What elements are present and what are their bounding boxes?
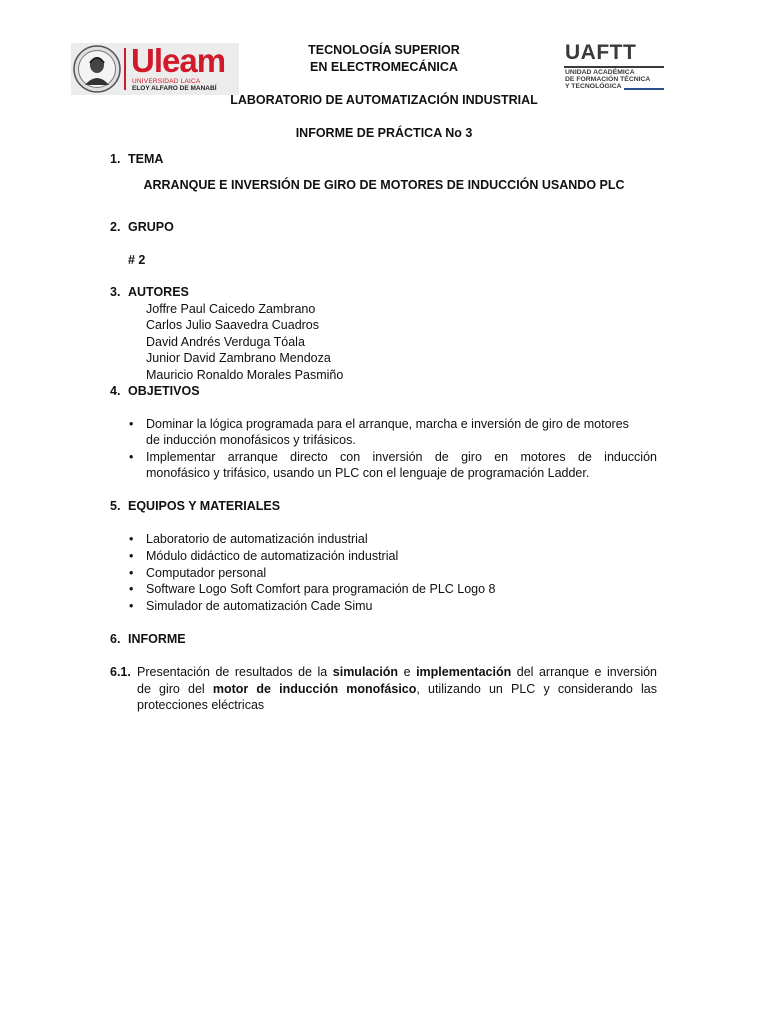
informe-text: del arranque e inversión (511, 665, 657, 679)
objetivo-2-line-2: monofásico y trifásico, usando un PLC con el lenguaje de programación Ladder. (146, 466, 590, 480)
bullet-icon: • (129, 582, 134, 596)
uaftt-subtitle-3: Y TECNOLÓGICA (565, 83, 622, 90)
subsection-number: 6.1. (110, 665, 131, 679)
equipo-item: Simulador de automatización Cade Simu (146, 599, 373, 613)
uaftt-subtitle-2: DE FORMACIÓN TÉCNICA (565, 76, 651, 83)
equipo-item: Módulo didáctico de automatización industrial (146, 549, 399, 563)
objetivo-1-line-2: de inducción monofásicos y trifásicos. (146, 433, 356, 447)
section-number-autores: 3. (110, 285, 121, 299)
objetivo-2-line-1-text: Implementar arranque directo con inversión de giro en motores de inducción (146, 450, 657, 464)
equipo-item: Laboratorio de automatización industrial (146, 532, 368, 546)
uaftt-subtitle-1: UNIDAD ACADÉMICA (565, 69, 635, 76)
informe-line-3: protecciones eléctricas (137, 698, 265, 712)
uleam-logo (71, 43, 239, 95)
author-name: Carlos Julio Saavedra Cuadros (146, 318, 320, 332)
section-heading-tema: TEMA (128, 152, 164, 166)
uaftt-logo (564, 43, 665, 93)
section-heading-autores: AUTORES (128, 285, 189, 299)
informe-line-1 (137, 664, 657, 681)
title-line-1: TECNOLOGÍA SUPERIOR (308, 43, 460, 57)
bullet-icon: • (129, 450, 134, 464)
uaftt-rule (564, 66, 664, 68)
objetivo-2-line-1 (146, 449, 657, 466)
tema-content: ARRANQUE E INVERSIÓN DE GIRO DE MOTORES DE INDUCCIÓN USANDO PLC (143, 178, 625, 192)
uaftt-accent-line (624, 88, 664, 90)
bullet-icon: • (129, 532, 134, 546)
equipo-item: Software Logo Soft Comfort para programación de PLC Logo 8 (146, 582, 496, 596)
informe-text: e (398, 665, 417, 679)
report-title: INFORME DE PRÁCTICA No 3 (295, 126, 473, 140)
uleam-subtitle-2: ELOY ALFARO DE MANABÍ (132, 85, 217, 92)
section-heading-equipos: EQUIPOS Y MATERIALES (128, 499, 281, 513)
uaftt-wordmark: UAFTT (565, 41, 637, 64)
equipo-item: Computador personal (146, 566, 267, 580)
bullet-icon: • (129, 566, 134, 580)
university-seal-icon (73, 45, 121, 93)
informe-bold-motor: motor de inducción monofásico (212, 682, 417, 696)
bullet-icon: • (129, 599, 134, 613)
logo-divider (124, 48, 126, 90)
uleam-wordmark: Uleam (131, 43, 226, 79)
lab-title: LABORATORIO DE AUTOMATIZACIÓN INDUSTRIAL (230, 93, 538, 107)
informe-text: de giro del (137, 682, 213, 696)
uleam-subtitle-1: UNIVERSIDAD LAICA (132, 78, 201, 85)
informe-bold-implementacion: implementación (416, 665, 512, 679)
author-name: Joffre Paul Caicedo Zambrano (146, 302, 316, 316)
section-heading-informe: INFORME (128, 632, 186, 646)
section-number-tema: 1. (110, 152, 121, 166)
informe-text: Presentación de resultados de la (137, 665, 333, 679)
section-number-objetivos: 4. (110, 384, 121, 398)
author-name: David Andrés Verduga Tóala (146, 335, 305, 349)
section-number-equipos: 5. (110, 499, 121, 513)
title-line-2: EN ELECTROMECÁNICA (310, 60, 458, 74)
bullet-icon: • (129, 417, 134, 431)
bullet-icon: • (129, 549, 134, 563)
author-name: Mauricio Ronaldo Morales Pasmiño (146, 368, 344, 382)
informe-text: , utilizando un PLC y considerando las (416, 682, 657, 696)
grupo-content: # 2 (128, 253, 146, 267)
section-heading-objetivos: OBJETIVOS (128, 384, 200, 398)
informe-bold-simulacion: simulación (332, 665, 399, 679)
author-name: Junior David Zambrano Mendoza (146, 351, 331, 365)
section-number-grupo: 2. (110, 220, 121, 234)
informe-line-2 (137, 681, 657, 698)
section-heading-grupo: GRUPO (128, 220, 174, 234)
objetivo-1-line-1: Dominar la lógica programada para el arranque, marcha e inversión de giro de motores (146, 417, 629, 431)
section-number-informe: 6. (110, 632, 121, 646)
